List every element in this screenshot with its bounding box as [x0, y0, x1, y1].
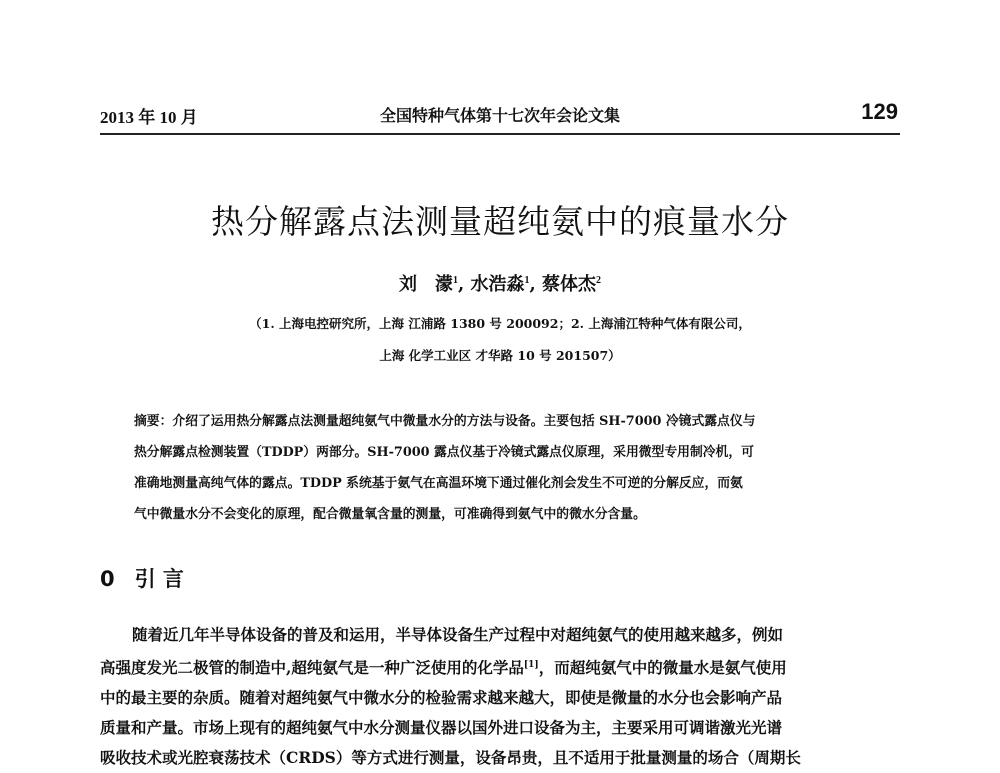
running-header — [100, 99, 900, 133]
body-line: 质量和产量。市场上现有的超纯氨气中水分测量仪器以国外进口设备为主，主要采用可调谐激光光谱 — [100, 718, 783, 738]
author-affil-mark: 2 — [596, 275, 602, 286]
body-line: 吸收技术或光腔衰荡技术（CRDS）等方式进行测量，设备昂贵，且不适用于批量测量的场合（周期长 — [100, 748, 801, 768]
author-name: 蔡体杰 — [542, 274, 597, 295]
body-text-span: ，而超纯氨气中的微量水是氨气使用 — [538, 658, 787, 678]
abstract-line: 摘要：介绍了运用热分解露点法测量超纯氨气中微量水分的方法与设备。主要包括 SH-7000 冷镜式露点仪与 — [134, 414, 756, 429]
citation-ref[interactable]: [1] — [523, 660, 539, 670]
affiliation-line: 上海 化学工业区 才华路 10 号 201507） — [379, 348, 621, 363]
header-date: 2013 年 10 月 — [100, 108, 198, 127]
body-line: 随着近几年半导体设备的普及和运用，半导体设备生产过程中对超纯氨气的使用越来越多，例如 — [132, 625, 784, 644]
body-line — [100, 650, 910, 683]
author-affil-mark: 1 — [524, 275, 530, 286]
author-affil-mark: 1 — [452, 275, 458, 286]
author-list: 刘 濛$^1$, 水浩淼$^1$, 蔡体杰$^2$ — [398, 274, 602, 295]
header-rule — [100, 133, 900, 135]
abstract — [134, 406, 864, 530]
page-number: 129 — [861, 99, 898, 124]
body-text-span: 高强度发光二极管的制造中,超纯氨气是一种广泛使用的化学品 — [100, 658, 524, 678]
section-title: 引 言 — [134, 567, 184, 591]
author-name: 水浩淼 — [470, 274, 525, 295]
paper-title: 热分解露点法测量超纯氨中的痕量水分 — [211, 202, 789, 241]
body-paragraph — [100, 620, 910, 773]
abstract-line: 气中微量水分不会变化的原理，配合微量氧含量的测量，可准确得到氨气中的微水分含量。 — [134, 507, 646, 522]
section-heading — [100, 563, 184, 593]
author-name: 刘 濛 — [398, 274, 453, 295]
abstract-line: 准确地测量高纯气体的露点。TDDP 系统基于氨气在高温环境下通过催化剂会发生不可逆的分解反应，而氨 — [134, 476, 743, 491]
abstract-line: 热分解露点检测装置（TDDP）两部分。SH-7000 露点仪基于冷镜式露点仪原理，采用微型专用制冷机，可 — [134, 445, 754, 460]
section-number: 0 — [100, 567, 115, 591]
body-line: 中的最主要的杂质。随着对超纯氨气中微水分的检验需求越来越大，即使是微量的水分也会影响产品 — [100, 688, 783, 708]
header-journal-title: 全国特种气体第十七次年会论文集 — [379, 106, 620, 125]
affiliation-line: （1. 上海电控研究所，上海 江浦路 1380 号 200092；2. 上海浦江特种气体有限公司， — [249, 316, 751, 331]
